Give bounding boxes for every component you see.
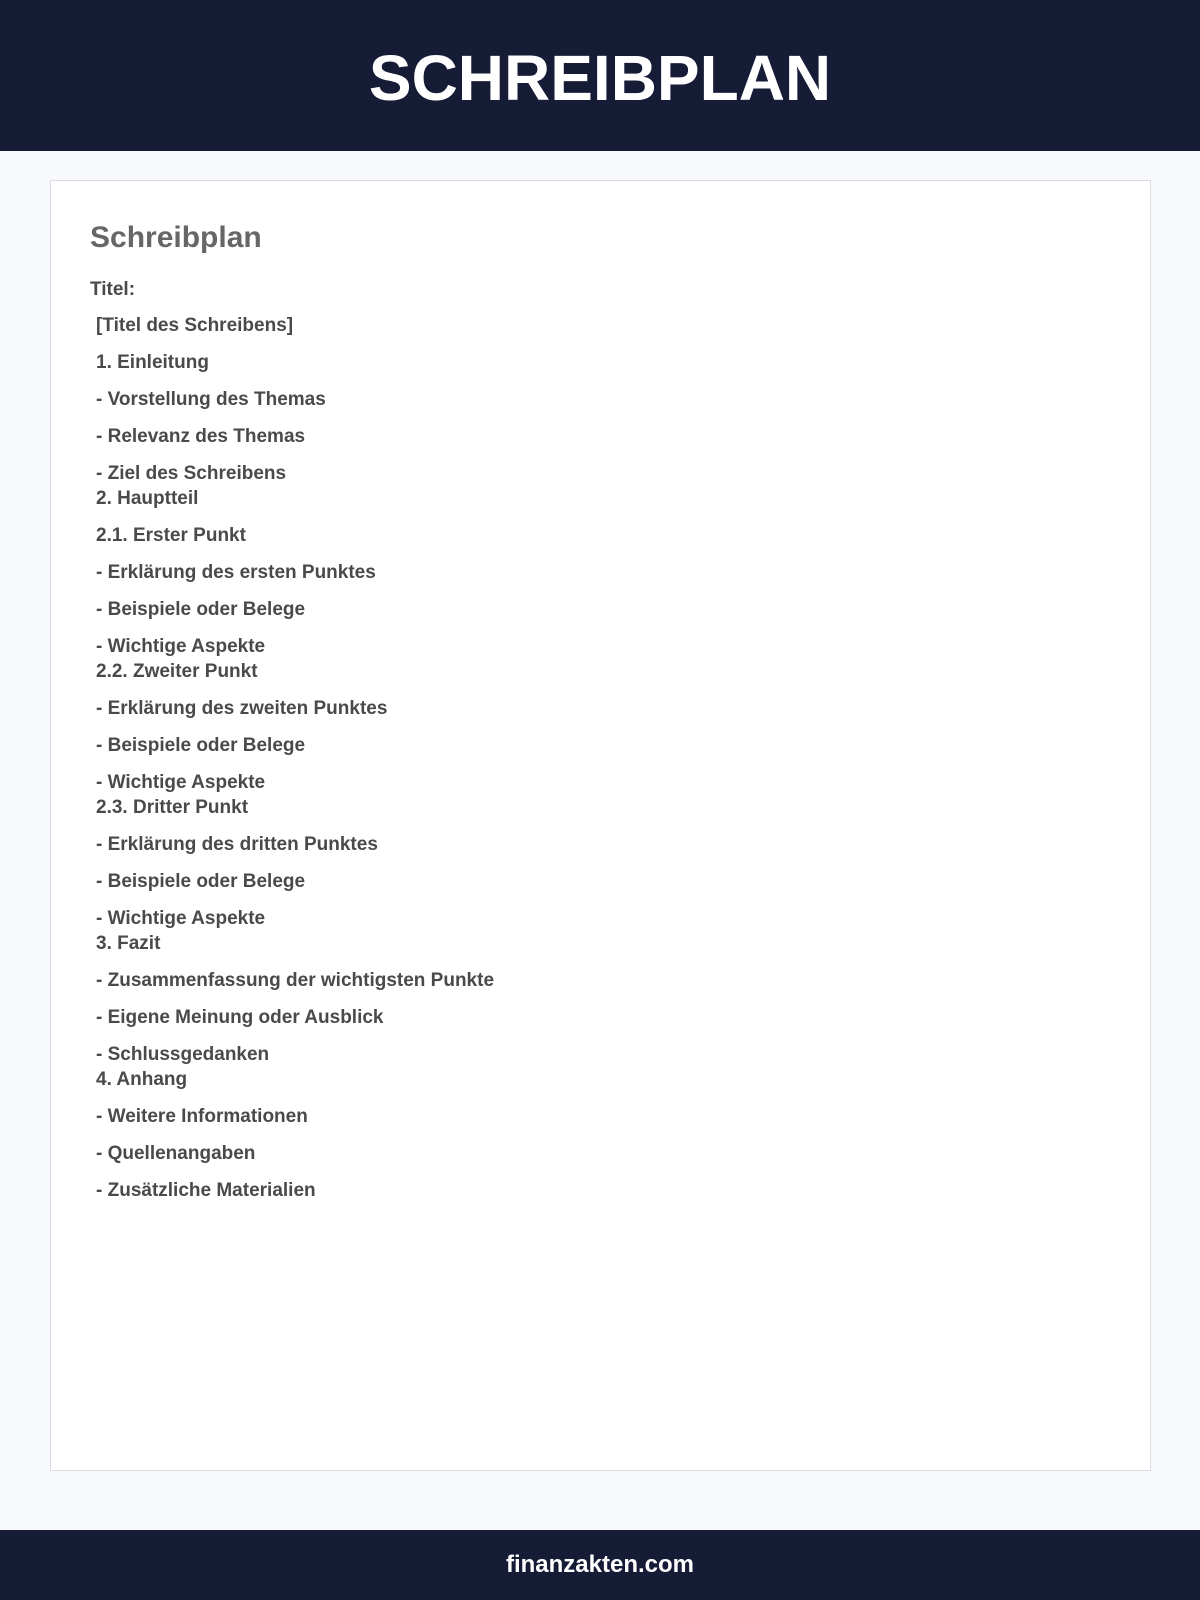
document-line: - Schlussgedanken	[96, 1044, 270, 1065]
document-heading: Schreibplan	[90, 221, 262, 254]
title-label: Titel:	[90, 279, 136, 300]
document-line: - Wichtige Aspekte	[96, 772, 266, 793]
document-line: - Wichtige Aspekte	[96, 908, 266, 929]
document-line: - Zusätzliche Materialien	[96, 1180, 316, 1201]
document-card	[50, 180, 1151, 1471]
document-line: 2. Hauptteil	[96, 488, 199, 509]
document-line: 3. Fazit	[96, 933, 161, 954]
document-line: - Erklärung des ersten Punktes	[96, 562, 376, 583]
document-line: - Beispiele oder Belege	[96, 599, 306, 620]
document-body	[90, 279, 1090, 1217]
document-line: 1. Einleitung	[96, 352, 209, 373]
document-line: 4. Anhang	[96, 1069, 188, 1090]
footer-site-name: finanzakten.com	[505, 1551, 695, 1578]
document-line: - Eigene Meinung oder Ausblick	[96, 1007, 384, 1028]
document-line: - Weitere Informationen	[96, 1106, 308, 1127]
document-line: - Beispiele oder Belege	[96, 735, 306, 756]
header-banner	[0, 0, 1200, 151]
document-line: 2.1. Erster Punkt	[96, 525, 246, 546]
document-line: - Zusammenfassung der wichtigsten Punkte	[96, 970, 495, 991]
document-line: 2.3. Dritter Punkt	[96, 797, 249, 818]
document-line: [Titel des Schreibens]	[96, 315, 294, 336]
document-line: - Ziel des Schreibens	[96, 463, 287, 484]
document-line: - Wichtige Aspekte	[96, 636, 266, 657]
document-line: - Vorstellung des Themas	[96, 389, 326, 410]
document-line: - Erklärung des dritten Punktes	[96, 834, 378, 855]
page-title: SCHREIBPLAN	[368, 41, 832, 114]
document-line: - Erklärung des zweiten Punktes	[96, 698, 388, 719]
document-line: - Relevanz des Themas	[96, 426, 306, 447]
document-line: - Beispiele oder Belege	[96, 871, 306, 892]
document-line: - Quellenangaben	[96, 1143, 256, 1164]
footer-banner	[0, 1530, 1200, 1600]
document-line: 2.2. Zweiter Punkt	[96, 661, 258, 682]
